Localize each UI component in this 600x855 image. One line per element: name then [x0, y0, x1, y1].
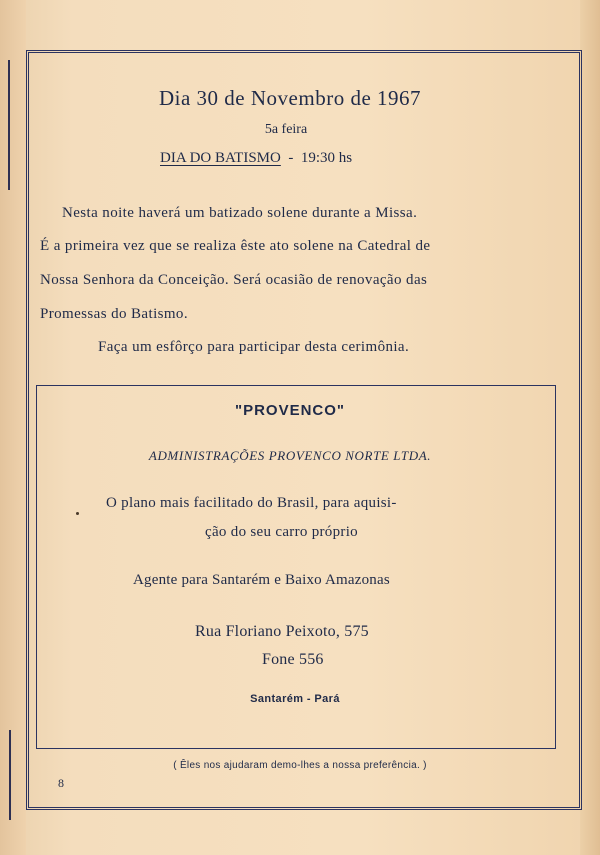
event-description-line: Promessas do Batismo.: [40, 306, 188, 322]
ad-city: Santarém - Pará: [250, 693, 340, 705]
footer-note: ( Êles nos ajudaram demo-lhes a nossa preferência. ): [173, 760, 427, 771]
event-date-title: Dia 30 de Novembro de 1967: [158, 86, 422, 110]
event-description-line: É a primeira vez que se realiza êste ato solene na Catedral de: [40, 238, 431, 254]
bleed-through-mark: [9, 730, 11, 820]
ad-agent-line: Agente para Santarém e Baixo Amazonas: [133, 572, 390, 588]
event-description-line: Nossa Senhora da Conceição. Será ocasião de renovação das: [40, 272, 428, 288]
ad-phone: Fone 556: [262, 651, 324, 668]
event-heading-line: [160, 150, 450, 167]
page-left-margin: [0, 0, 26, 855]
event-name: DIA DO BATISMO: [160, 150, 281, 166]
page-number: 8: [58, 776, 64, 790]
event-time: 19:30 hs: [300, 150, 353, 166]
event-weekday: 5a feira: [264, 122, 308, 137]
ad-plan-line: O plano mais facilitado do Brasil, para aquisi-: [106, 495, 397, 511]
ad-company-name: ADMINISTRAÇÕES PROVENCO NORTE LTDA.: [148, 448, 432, 463]
ad-address: Rua Floriano Peixoto, 575: [195, 623, 369, 640]
ad-brand-name: "PROVENCO": [234, 402, 346, 419]
paper-speck: [76, 512, 79, 515]
ad-plan-line: ção do seu carro próprio: [205, 524, 358, 540]
page-right-edge: [580, 0, 600, 855]
bleed-through-mark: [8, 60, 10, 190]
event-separator: -: [288, 150, 294, 166]
event-description-line: Faça um esfôrço para participar desta cerimônia.: [98, 339, 410, 355]
event-description-line: Nesta noite haverá um batizado solene durante a Missa.: [62, 205, 418, 221]
